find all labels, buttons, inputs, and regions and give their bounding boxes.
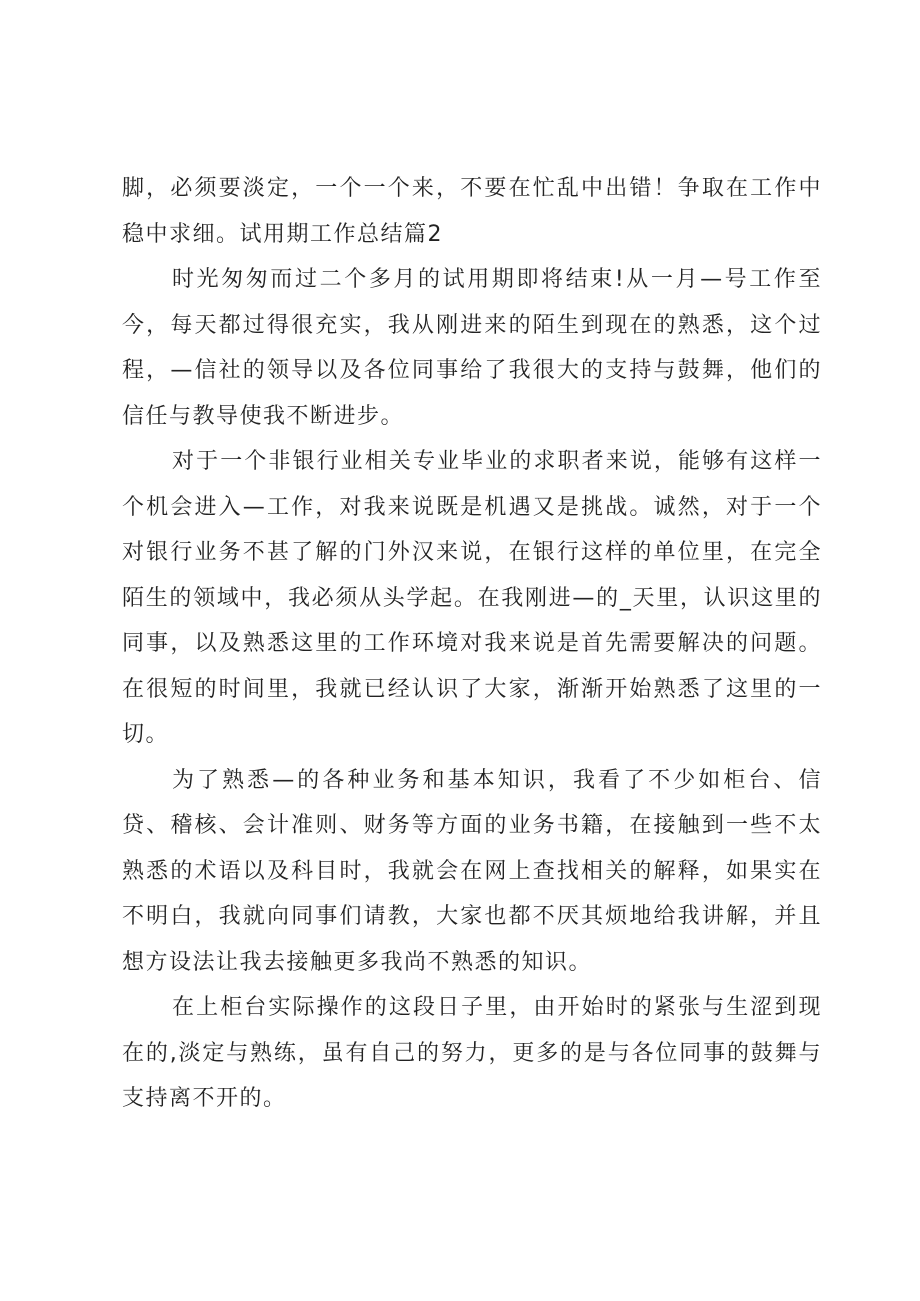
paragraph-4: 为了熟悉—的各种业务和基本知识，我看了不少如柜台、信贷、稽核、会计准则、财务等方面的业务书籍，在接触到一些不太熟悉的术语以及科目时，我就会在网上查找相关的解释，如果实在不明白，我就向同事们请教，大家也都不厌其烦地给我讲解，并且想方设法让我去接触更多我尚不熟悉的知识。: [122, 767, 822, 975]
paragraph-2: 时光匆匆而过二个多月的试用期即将结束!从一月—号工作至今，每天都过得很充实，我从刚进来的陌生到现在的熟悉，这个过程，—信社的领导以及各位同事给了我很大的支持与鼓舞，他们的信任与教导使我不断进步。: [122, 267, 822, 429]
document-body: [122, 166, 822, 1122]
paragraph-1: 脚，必须要淡定，一个一个来，不要在忙乱中出错！争取在工作中稳中求细。试用期工作总结篇2: [122, 176, 822, 247]
paragraph-3: 对于一个非银行业相关专业毕业的求职者来说，能够有这样一个机会进入—工作，对我来说既是机遇又是挑战。诚然，对于一个对银行业务不甚了解的门外汉来说，在银行这样的单位里，在完全陌生的领域中，我必须从头学起。在我刚进—的_天里，认识这里的同事，以及熟悉这里的工作环境对我来说是首先需要解决的问题。在很短的时间里，我就已经认识了大家，渐渐开始熟悉了这里的一切。: [122, 449, 822, 747]
paragraph-5: 在上柜台实际操作的这段日子里，由开始时的紧张与生涩到现在的,淡定与熟练，虽有自己的努力，更多的是与各位同事的鼓舞与支持离不开的。: [122, 995, 822, 1111]
